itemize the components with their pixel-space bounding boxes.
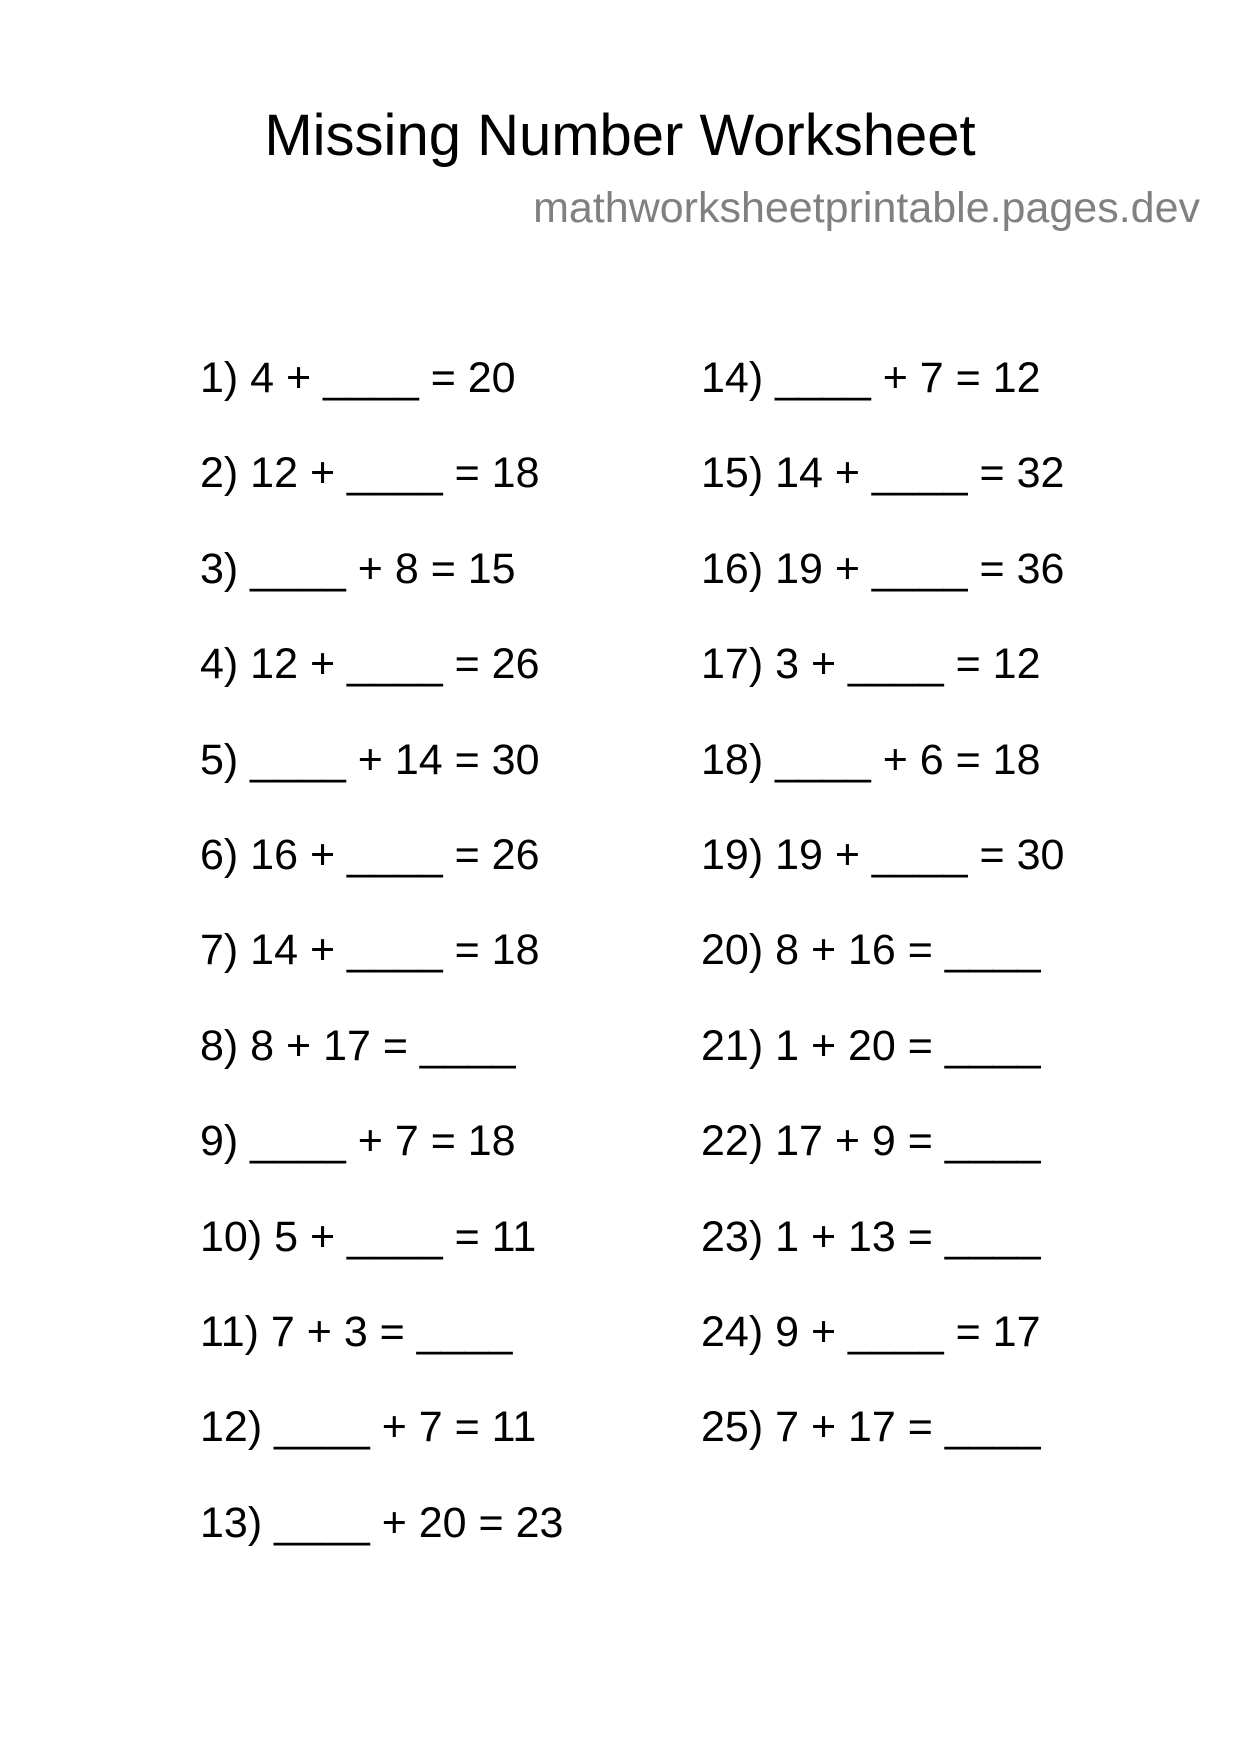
problem-1: 1) 4 + ____ = 20	[200, 354, 516, 402]
website-url: mathworksheetprintable.pages.dev	[533, 184, 1200, 232]
problem-2: 2) 12 + ____ = 18	[200, 449, 540, 498]
worksheet-title: Missing Number Worksheet	[264, 103, 976, 168]
problem-16: 16) 19 + ____ = 36	[701, 544, 1065, 593]
problem-column-right	[701, 350, 1064, 1495]
problem-5: 5) ____ + 14 = 30	[200, 735, 540, 784]
problem-18: 18) ____ + 6 = 18	[701, 735, 1041, 784]
problem-21: 21) 1 + 20 = ____	[701, 1021, 1041, 1070]
problem-19: 19) 19 + ____ = 30	[701, 830, 1065, 879]
problem-3: 3) ____ + 8 = 15	[200, 544, 516, 593]
problem-7: 7) 14 + ____ = 18	[200, 926, 540, 975]
problem-24: 24) 9 + ____ = 17	[701, 1307, 1041, 1356]
problem-22: 22) 17 + 9 = ____	[701, 1117, 1041, 1166]
problem-column-left	[200, 350, 563, 1590]
problem-13: 13) ____ + 20 = 23	[200, 1498, 564, 1547]
problem-17: 17) 3 + ____ = 12	[701, 640, 1041, 689]
problem-12: 12) ____ + 7 = 11	[200, 1403, 537, 1452]
problem-11: 11) 7 + 3 = ____	[200, 1307, 513, 1356]
problem-10: 10) 5 + ____ = 11	[200, 1212, 537, 1261]
problem-25: 25) 7 + 17 = ____	[701, 1403, 1041, 1452]
problem-6: 6) 16 + ____ = 26	[200, 830, 540, 879]
problem-23: 23) 1 + 13 = ____	[701, 1212, 1041, 1261]
problem-8: 8) 8 + 17 = ____	[200, 1021, 516, 1070]
problem-15: 15) 14 + ____ = 32	[701, 449, 1065, 498]
problem-9: 9) ____ + 7 = 18	[200, 1117, 516, 1166]
problem-4: 4) 12 + ____ = 26	[200, 640, 540, 689]
problem-14: 14) ____ + 7 = 12	[701, 354, 1041, 402]
problem-20: 20) 8 + 16 = ____	[701, 926, 1041, 975]
